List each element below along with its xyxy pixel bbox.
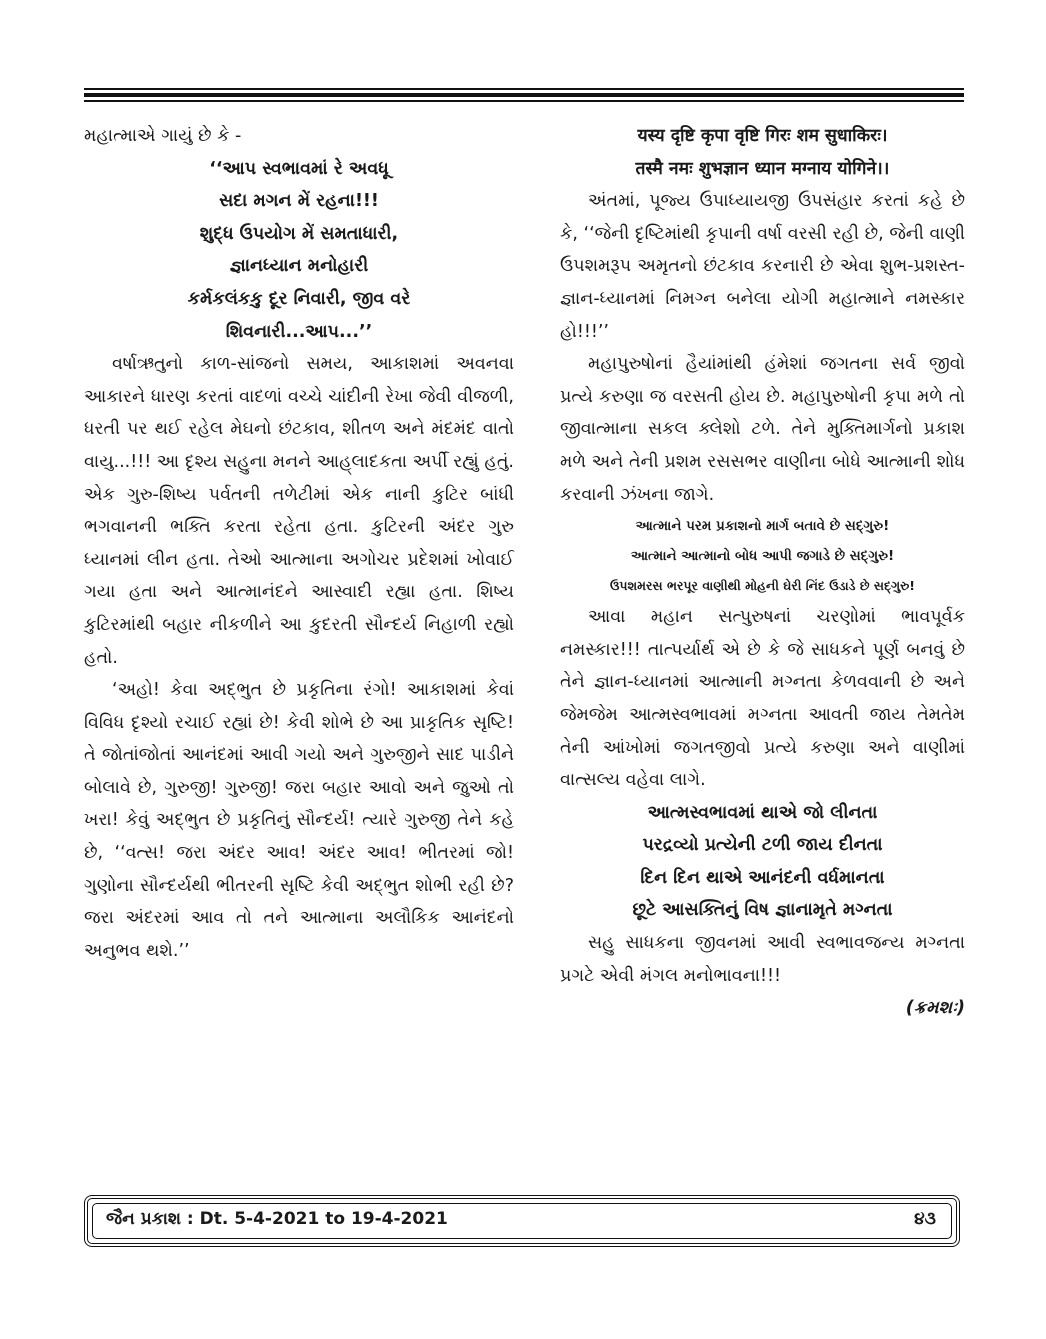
verse-line: જ્ઞાનધ્યાન મનોહારી — [229, 256, 369, 277]
verse-line: છૂટે આસક્તિનું વિષ જ્ઞાનામૃતે મગ્નતા — [632, 900, 893, 921]
verse-line: કર્મકલંકકુ દૂર નિવારી, જીવ વરે — [187, 288, 411, 309]
continued-note: (ક્રમશઃ) — [905, 998, 965, 1019]
verse-line: શિવનારી...આપ...’’ — [225, 321, 373, 342]
verse-line: ‘‘આપ સ્વભાવમાં રે અવધૂ — [209, 158, 389, 179]
verse-line: સદા મગન મેં રહના!!! — [219, 191, 379, 212]
intro-line: મહાત્માએ ગાયું છે કે - — [84, 126, 242, 146]
verse-line: આત્મસ્વભાવમાં થાએ જો લીનતા — [647, 802, 878, 823]
page-number: ૪૩ — [914, 1209, 936, 1229]
left-column — [84, 120, 514, 967]
header-rule-thin-top — [84, 88, 964, 90]
header-rule-thin-bottom — [84, 100, 964, 102]
paragraph: ‘અહો! કેવા અદ્‌ભુત છે પ્રકૃતિના રંગો! આકાશમાં કેવાં વિવિધ દૃશ્યો રચાઈ રહ્યાં છે! કેવી શોભે છે આ પ્રાકૃતિક સૃષ્ટિ! તે જોતાંજોતાં આનંદમાં આવી ગયો અને ગુરુજીને સાદ પાડીને બોલાવે છે, ગુરુજી! ગુરુજી! જરા બહાર આવો અને જુઓ તો ખરા! કેવું અદ્‌ભુત છે પ્રકૃતિનું સૌન્દર્ય! ત્યારે ગુરુજી તેને કહે છે, ‘‘વત્સ! જરા અંદર આવ! અંદર આવ! ભીતરમાં જો! ગુણોના સૌન્દર્યથી ભીતરની સૃષ્ટિ કેવી અદ્‌ભુત શોભી રહી છે? જરા અંદરમાં આવ તો તને આત્માના અલૌકિક આનંદનો અનુભવ થશે.’’ — [84, 680, 514, 961]
verse-line: પરદ્રવ્યો પ્રત્યેની ટળી જાય દીનતા — [642, 835, 883, 856]
footer-box — [84, 1195, 960, 1247]
verse-line: દિન દિન થાએ આનંદની વર્ધમાનતા — [640, 867, 885, 888]
footer-publication-title: જૈન પ્રકાશ : Dt. 5-4-2021 to 19-4-2021 — [106, 1209, 448, 1229]
paragraph: સહુ સાધકના જીવનમાં આવી સ્વભાવજન્ય મગ્નતા પ્રગટે એવી મંગલ મનોભાવના!!! — [560, 933, 965, 986]
sanskrit-line: तस्मै नमः शुभज्ञान ध्यान मग्नाय योगिने।। — [635, 158, 890, 179]
paragraph: આવા મહાન સત્પુરુષનાં ચરણોમાં ભાવપૂર્વક નમસ્કાર!!! તાત્પર્યાર્થ એ છે કે જે સાધકને પૂર્ણ બનવું છે તેને જ્ઞાન-ધ્યાનમાં આત્માની મગ્નતા કેળવવાની છે અને જેમજેમ આત્મસ્વભાવમાં મગ્નતા આવતી જાય તેમતેમ તેની આંખોમાં જગતજીવો પ્રત્યે કરુણા અને વાણીમાં વાત્સલ્ય વહેવા લાગે. — [560, 607, 965, 791]
small-verse-line: આત્માને પરમ પ્રકાશનો માર્ગ બતાવે છે સદ્‌ગુરુ! — [635, 518, 890, 535]
right-column — [560, 120, 965, 1025]
header-rule-thick — [84, 93, 964, 97]
small-verse-line: ઉપશમરસ ભરપૂર વાણીથી મોહની ઘેરી નિંદ ઉડાડે છે સદ્‌ગુરુ! — [609, 578, 915, 594]
small-verse-line: આત્માને આત્માનો બોધ આપી જગાડે છે સદ્‌ગુરુ! — [630, 548, 895, 565]
paragraph: વર્ષાઋતુનો કાળ-સાંજનો સમય, આકાશમાં અવનવા આકારને ધારણ કરતાં વાદળાં વચ્ચે ચાંદીની રેખા જેવી વીજળી, ધરતી પર થઈ રહેલ મેઘનો છંટકાવ, શીતળ અને મંદમંદ વાતો વાયુ...!!! આ દૃશ્ય સહુના મનને આહ્‌લાદકતા અર્પી રહ્યું હતું. એક ગુરુ-શિષ્ય પર્વતની તળેટીમાં એક નાની કુટિર બાંધી ભગવાનની ભક્તિ કરતા રહેતા હતા. કુટિરની અંદર ગુરુ ધ્યાનમાં લીન હતા. તેઓ આત્માના અગોચર પ્રદેશમાં ખોવાઈ ગયા હતા અને આત્માનંદને આસ્વાદી રહ્યા હતા. શિષ્ય કુટિરમાંથી બહાર નીકળીને આ કુદરતી સૌન્દર્ય નિહાળી રહ્યો હતો. — [84, 354, 514, 668]
paragraph: અંતમાં, પૂજ્ય ઉપાધ્યાયજી ઉપસંહાર કરતાં કહે છે કે, ‘‘જેની દૃષ્ટિમાંથી કૃપાની વર્ષા વરસી રહી છે, જેની વાણી ઉપશમરૂપ અમૃતનો છંટકાવ કરનારી છે એવા શુભ-પ્રશસ્ત-જ્ઞાન-ધ્યાનમાં નિમગ્ન બનેલા યોગી મહાત્માને નમસ્કાર હો!!!’’ — [560, 191, 965, 342]
paragraph: મહાપુરુષોનાં હૈયાંમાંથી હંમેશાં જગતના સર્વ જીવો પ્રત્યે કરુણા જ વરસતી હોય છે. મહાપુરુષોની કૃપા મળે તો જીવાત્માના સકલ ક્લેશો ટળે. તેને મુક્તિમાર્ગનો પ્રકાશ મળે અને તેની પ્રશમ રસસભર વાણીના બોધે આત્માની શોધ કરવાની ઝંખના જાગે. — [560, 354, 965, 505]
sanskrit-line: यस्य दृष्टि कृपा वृष्टि गिरः शम सुधाकिरः। — [637, 126, 888, 146]
verse-line: શુદ્ધ ઉપયોગ મેં સમતાધારી, — [199, 223, 399, 244]
